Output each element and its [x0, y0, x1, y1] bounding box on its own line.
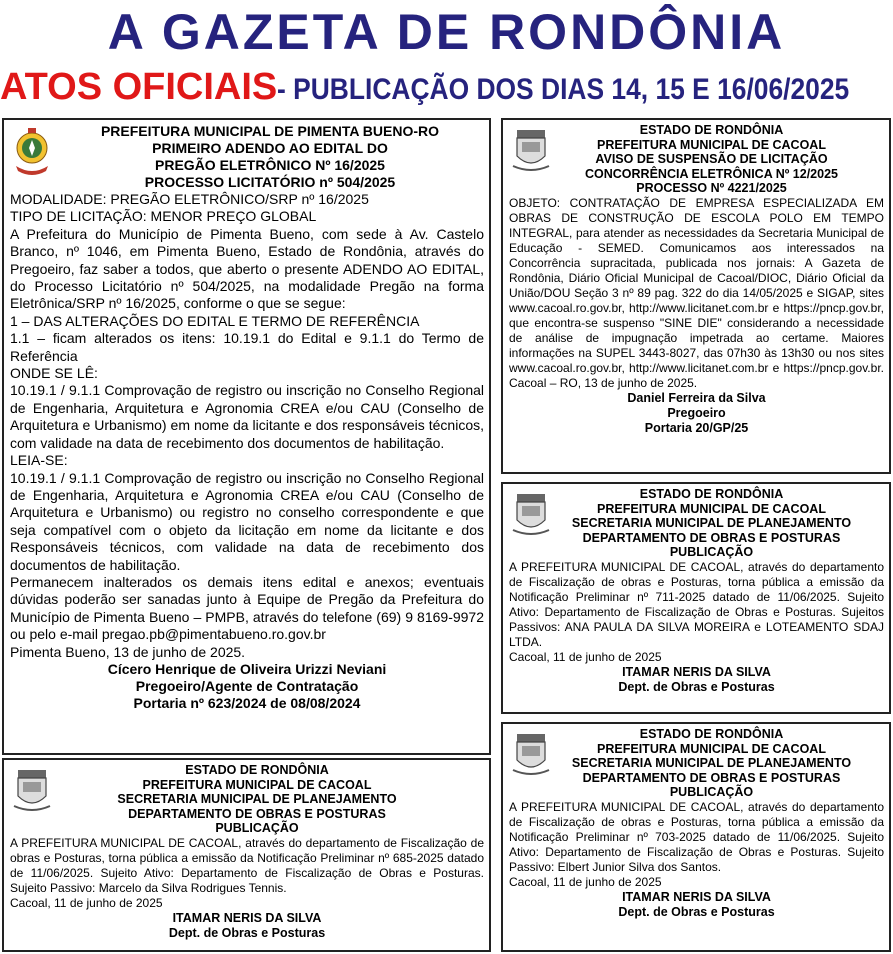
- notice-header: [509, 487, 884, 560]
- notice-body: [509, 560, 884, 665]
- text-line: A PREFEITURA MUNICIPAL DE CACOAL, através do departamento de Fiscalização de obras e Posturas, torna pública a emissão da Notificação Preliminar nº 711-2025 datado de 11/06/2025. Sujeito Ativo: Departamento de Fiscalização de Obras e Posturas. Sujeitos Passivos: ANA PAULA DA SILVA MOREIRA e LOTEAMENTO SDAJ LTDA.: [509, 559, 884, 649]
- text-line: ESTADO DE RONDÔNIA: [639, 487, 784, 501]
- text-line: AVISO DE SUSPENSÃO DE LICITAÇÃO: [595, 152, 828, 166]
- notice-cacoal-licitacao: [501, 118, 891, 474]
- text-line: Portaria 20/GP/25: [644, 420, 749, 435]
- notice-header: [10, 763, 484, 836]
- text-line: 10.19.1 / 9.1.1 Comprovação de registro ou inscrição no Conselho Regional de Engenharia, Arquitetura e Agronomia CREA e/ou CAU (Conselho de Arquitetura e Urbanismo) em nome da licitante e dos responsáveis técnicos, com validade na data de recebimento dos documentos de habilitação.: [10, 382, 484, 451]
- publication-dates: - PUBLICAÇÃO DOS DIAS 14, 15 E 16/06/2025: [277, 73, 850, 106]
- text-line: 10.19.1 / 9.1.1 Comprovação de registro ou inscrição no Conselho Regional de Engenharia, Arquitetura e Agronomia CREA e/ou CAU (Conselho de Arquitetura e Urbanismo) ou registro no conselho correspondente e que seja compatível com o objeto da licitação em nome da licitante e dos Responsáveis técnicos, com validade na data de recebimento dos documentos de habilitação.: [10, 469, 484, 573]
- notice-header: [509, 727, 884, 800]
- text-line: ONDE SE LÊ:: [10, 365, 98, 382]
- text-line: DEPARTAMENTO DE OBRAS E POSTURAS: [582, 530, 841, 545]
- text-line: ITAMAR NERIS DA SILVA: [622, 889, 771, 904]
- text-line: Pregoeiro: [667, 405, 726, 420]
- text-line: Dept. de Obras e Posturas: [618, 904, 775, 919]
- text-line: 1.1 – ficam alterados os itens: 10.19.1 do Edital e 9.1.1 do Termo de Referência: [10, 330, 484, 364]
- text-line: TIPO DE LICITAÇÃO: MENOR PREÇO GLOBAL: [10, 208, 317, 225]
- pimenta-bueno-coat-of-arms-icon: [10, 126, 54, 178]
- text-line: 1 – DAS ALTERAÇÕES DO EDITAL E TERMO DE REFERÊNCIA: [10, 312, 420, 329]
- notice-signature: [10, 661, 484, 712]
- text-line: Cacoal, 11 de junho de 2025: [10, 895, 163, 910]
- text-line: Cícero Henrique de Oliveira Urizzi Neviani: [107, 660, 387, 677]
- notice-body: [10, 191, 484, 661]
- text-line: PREFEITURA MUNICIPAL DE CACOAL: [597, 741, 826, 756]
- section-label: ATOS OFICIAIS: [0, 66, 278, 108]
- text-line: A Prefeitura do Município de Pimenta Bueno, com sede à Av. Castelo Branco, nº 1046, em Pimenta Bueno, Estado de Rondônia, através do Pregoeiro, faz saber a todos, que aberto o presente ADENDO AO EDITAL, do Processo Licitatório nº 504/2025, na modalidade Pregão na forma Eletrônica/SRP nº 16/2025, conforme o que se segue:: [10, 225, 484, 312]
- notice-body: [10, 836, 484, 911]
- notice-pimenta-bueno: [2, 118, 491, 755]
- text-line: PUBLICAÇÃO: [669, 545, 754, 559]
- notice-signature: [509, 665, 884, 695]
- text-line: Portaria nº 623/2024 de 08/08/2024: [133, 694, 361, 711]
- text-line: SECRETARIA MUNICIPAL DE PLANEJAMENTO: [117, 792, 397, 806]
- text-line: PREFEITURA MUNICIPAL DE PIMENTA BUENO-RO: [100, 123, 440, 139]
- text-line: PROCESSO LICITATÓRIO nº 504/2025: [144, 174, 396, 190]
- text-line: ITAMAR NERIS DA SILVA: [172, 910, 322, 925]
- text-line: ESTADO DE RONDÔNIA: [639, 727, 784, 741]
- text-line: A PREFEITURA MUNICIPAL DE CACOAL, através do departamento de Fiscalização de obras e Posturas, torna pública a emissão da Notificação Preliminar nº 685-2025 datado de 11/06/2025. Sujeito Ativo: Departamento de Fiscalização de Obras e Posturas. Sujeito Passivo: Marcelo da Silva Rodrigues Tennis.: [10, 835, 484, 895]
- text-line: Cacoal, 11 de junho de 2025: [509, 649, 662, 664]
- text-line: Dept. de Obras e Posturas: [168, 925, 326, 940]
- text-line: Cacoal, 11 de junho de 2025: [509, 874, 662, 889]
- text-line: MODALIDADE: PREGÃO ELETRÔNICO/SRP nº 16/2025: [10, 191, 369, 207]
- text-line: PUBLICAÇÃO: [669, 785, 754, 799]
- text-line: PUBLICAÇÃO: [215, 821, 299, 835]
- text-line: Permanecem inalterados os demais itens edital e anexos; eventuais dúvidas poderão ser sanadas junto à Equipe de Pregão da Prefeitura do Município de Pimenta Bueno – PMPB, através do telefone (69) 9 8169-9972 ou pelo e-mail pregao.pb@pimentabueno.ro.gov.br: [10, 573, 484, 643]
- cacoal-coat-of-arms-icon: [10, 766, 54, 818]
- text-line: ITAMAR NERIS DA SILVA: [622, 664, 771, 679]
- newspaper-title: A GAZETA DE RONDÔNIA: [107, 4, 786, 60]
- text-line: DEPARTAMENTO DE OBRAS E POSTURAS: [582, 770, 841, 785]
- text-line: LEIA-SE:: [10, 452, 68, 469]
- text-line: OBJETO: CONTRATAÇÃO DE EMPRESA ESPECIALIZADA EM OBRAS DE CONSTRUÇÃO DE ESCOLA POLO EM TEMPO INTEGRAL, para atender as necessidades da Secretaria Municipal de Educação - SEMED. Comunicamos aos interessados na Concorrência supracitada, publicada nos jornais: A Gazeta de Rondônia, Diário Oficial Municipal de Cacoal/DIOC, Diário Oficial da União/DOU Seção 3 nº 89 pag. 322 do dia 14/05/2025 e SIGAP, sites www.cacoal.ro.gov.br, http://www.licitanet.com.br e https://pncp.gov.br, que encontra-se suspenso "SINE DIE" considerando a necessidade de análise de impugnação impetrada ao certame. Maiores informações na SUPEL 3443-8027, das 07h30 às 13h30 ou nos sites www.cacoal.ro.gov.br, http://www.licitanet.com.br e https://pncp.gov.br. Cacoal – RO, 13 de junho de 2025.: [509, 195, 884, 390]
- notice-signature: [509, 391, 884, 436]
- text-line: A PREFEITURA MUNICIPAL DE CACOAL, através do departamento de Fiscalização de obras e Posturas, torna pública a emissão da Notificação Preliminar nº 703-2025 datado de 11/06/2025. Sujeito Ativo: Departamento de Fiscalização de Obras e Posturas. Sujeito Passivo: Elbert Junior Silva dos Santos.: [509, 799, 884, 874]
- text-line: DEPARTAMENTO DE OBRAS E POSTURAS: [128, 806, 386, 821]
- text-line: Daniel Ferreira da Silva: [627, 390, 766, 405]
- section-subtitle: [0, 66, 893, 116]
- notice-header: [509, 123, 884, 196]
- cacoal-coat-of-arms-icon: [509, 126, 553, 178]
- text-line: PROCESSO Nº 4221/2025: [636, 181, 787, 195]
- notice-header: [10, 123, 484, 191]
- notice-signature: [509, 890, 884, 920]
- text-line: PREGÃO ELETRÔNICO Nº 16/2025: [155, 157, 385, 173]
- text-line: PREFEITURA MUNICIPAL DE CACOAL: [597, 501, 826, 516]
- text-line: Dept. de Obras e Posturas: [618, 679, 775, 694]
- notice-cacoal-685: [2, 758, 491, 952]
- notice-signature: [10, 911, 484, 941]
- text-line: CONCORRÊNCIA ELETRÔNICA Nº 12/2025: [585, 166, 838, 181]
- text-line: Pimenta Bueno, 13 de junho de 2025.: [10, 643, 246, 660]
- text-line: SECRETARIA MUNICIPAL DE PLANEJAMENTO: [571, 756, 852, 770]
- text-line: ESTADO DE RONDÔNIA: [639, 123, 784, 137]
- notice-cacoal-703: [501, 722, 891, 952]
- cacoal-coat-of-arms-icon: [509, 730, 553, 782]
- text-line: PRIMEIRO ADENDO AO EDITAL DO: [152, 140, 388, 156]
- text-line: PREFEITURA MUNICIPAL DE CACOAL: [142, 777, 372, 792]
- notice-body: [509, 196, 884, 391]
- text-line: SECRETARIA MUNICIPAL DE PLANEJAMENTO: [571, 516, 852, 530]
- notice-body: [509, 800, 884, 890]
- text-line: PREFEITURA MUNICIPAL DE CACOAL: [597, 137, 826, 152]
- notice-cacoal-711: [501, 482, 891, 714]
- cacoal-coat-of-arms-icon: [509, 490, 553, 542]
- text-line: Pregoeiro/Agente de Contratação: [135, 677, 359, 694]
- text-line: ESTADO DE RONDÔNIA: [185, 763, 329, 777]
